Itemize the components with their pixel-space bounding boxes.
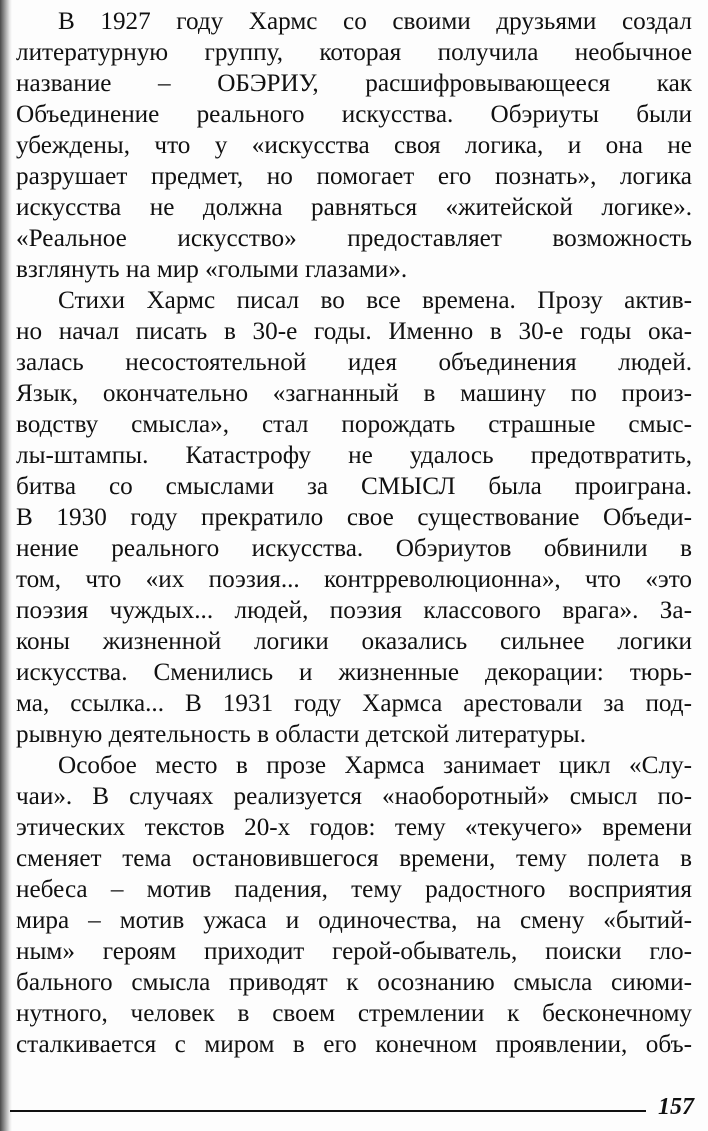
text-line-29: небеса – мотив падения, тему радостного восприятия xyxy=(16,876,692,903)
text-line-22: искусства. Сменились и жизненные декорации: тюрь- xyxy=(16,659,692,686)
text-line-13: Язык, окончательно «загнанный в машину по произ- xyxy=(16,380,692,407)
text-line-33: нутного, человек в своем стремлении к бесконечному xyxy=(16,1000,692,1027)
page-number: 157 xyxy=(658,1094,694,1120)
text-line-16: битва со смыслами за СМЫСЛ была проиграна. xyxy=(16,473,692,500)
text-line-24: рывную деятельность в области детской литературы. xyxy=(16,721,587,748)
text-line-31: ным» героям приходит герой-обыватель, поиски гло- xyxy=(16,938,692,965)
text-line-18: нение реального искусства. Обэриутов обвинили в xyxy=(16,535,692,562)
body-text xyxy=(16,6,692,1060)
text-line-32: бального смысла приводят к осознанию смысла сиюми- xyxy=(16,969,692,996)
text-line-30: мира – мотив ужаса и одиночества, на смену «бытий- xyxy=(16,907,692,934)
text-line-4: Объединение реального искусства. Обэриуты были xyxy=(16,101,692,128)
text-line-23: ма, ссылка... В 1931 году Хармса арестовали за под- xyxy=(16,690,692,717)
text-line-2: литературную группу, которая получила необычное xyxy=(16,39,692,66)
footer-rule xyxy=(10,1110,646,1112)
text-line-21: коны жизненной логики оказались сильнее логики xyxy=(16,628,692,655)
text-line-34: сталкивается с миром в его конечном проявлении, объ- xyxy=(16,1031,692,1058)
text-line-7: искусства не должна равняться «житейской логике». xyxy=(16,194,692,221)
text-line-6: разрушает предмет, но помогает его познать», логика xyxy=(16,163,692,190)
text-line-1: В 1927 году Хармс со своими друзьями создал xyxy=(58,8,692,35)
text-line-25: Особое место в прозе Хармса занимает цикл «Слу- xyxy=(58,752,692,779)
text-line-14: водству смысла», стал порождать страшные смыс- xyxy=(16,411,692,438)
text-line-15: лы-штампы. Катастрофу не удалось предотвратить, xyxy=(16,442,692,469)
text-line-8: «Реальное искусство» предоставляет возможность xyxy=(16,225,692,252)
text-line-12: залась несостоятельной идея объединения людей. xyxy=(16,349,692,376)
text-line-5: убеждены, что у «искусства своя логика, и она не xyxy=(16,132,692,159)
text-line-28: сменяет тема остановившегося времени, тему полета в xyxy=(16,845,692,872)
spine-shadow xyxy=(0,0,12,1131)
text-line-20: поэзия чуждых... людей, поэзия классового врага». За- xyxy=(16,597,692,624)
text-line-17: В 1930 году прекратило свое существование Объеди- xyxy=(16,504,692,531)
text-line-10: Стихи Хармс писал во все времена. Прозу актив- xyxy=(58,287,692,314)
text-line-11: но начал писать в 30-е годы. Именно в 30-е годы ока- xyxy=(16,318,692,345)
text-line-3: название – ОБЭРИУ, расшифровывающееся как xyxy=(16,70,692,97)
text-line-9: взглянуть на мир «голыми глазами». xyxy=(16,256,408,283)
text-line-19: том, что «их поэзия... контрреволюционна», что «это xyxy=(16,566,692,593)
text-line-27: этических текстов 20-х годов: тему «текучего» времени xyxy=(16,814,692,841)
text-line-26: чаи». В случаях реализуется «наоборотный» смысл по- xyxy=(16,783,692,810)
